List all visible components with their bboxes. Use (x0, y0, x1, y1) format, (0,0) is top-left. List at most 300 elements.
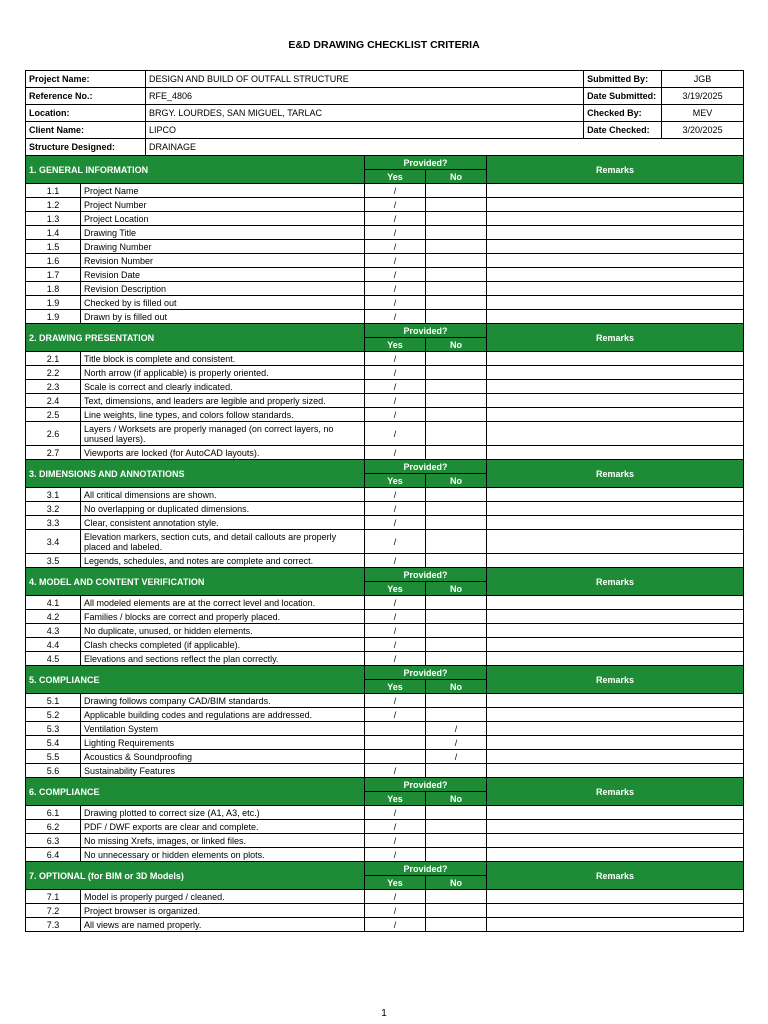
section-header-row (26, 324, 744, 338)
no-mark (426, 848, 487, 862)
remarks-header: Remarks (487, 460, 744, 488)
project-name-label: Project Name: (26, 71, 146, 88)
yes-mark: / (365, 502, 426, 516)
remarks-cell (487, 806, 744, 820)
date-checked-value: 3/20/2025 (662, 122, 744, 139)
checklist-row (26, 268, 744, 282)
checklist-row (26, 596, 744, 610)
page-number: 1 (381, 1008, 387, 1019)
no-mark (426, 652, 487, 666)
item-description: Drawing Title (81, 226, 365, 240)
remarks-header: Remarks (487, 324, 744, 352)
item-number: 6.3 (26, 834, 81, 848)
remarks-header: Remarks (487, 156, 744, 184)
checklist-row (26, 708, 744, 722)
yes-mark: / (365, 254, 426, 268)
submitted-by-value: JGB (662, 71, 744, 88)
checklist-row (26, 652, 744, 666)
yes-mark: / (365, 834, 426, 848)
item-description: Layers / Worksets are properly managed (on correct layers, no unused layers). (81, 422, 365, 446)
section-title: 7. OPTIONAL (for BIM or 3D Models) (26, 862, 365, 890)
item-number: 1.7 (26, 268, 81, 282)
yes-mark: / (365, 516, 426, 530)
item-description: Clash checks completed (if applicable). (81, 638, 365, 652)
yes-mark: / (365, 694, 426, 708)
no-mark (426, 366, 487, 380)
remarks-cell (487, 254, 744, 268)
yes-header: Yes (365, 170, 426, 184)
remarks-cell (487, 488, 744, 502)
no-mark (426, 834, 487, 848)
item-number: 2.4 (26, 394, 81, 408)
no-mark (426, 502, 487, 516)
section-title: 3. DIMENSIONS AND ANNOTATIONS (26, 460, 365, 488)
yes-header: Yes (365, 338, 426, 352)
remarks-cell (487, 408, 744, 422)
item-description: Ventilation System (81, 722, 365, 736)
yes-mark: / (365, 310, 426, 324)
remarks-cell (487, 446, 744, 460)
remarks-cell (487, 352, 744, 366)
item-number: 6.4 (26, 848, 81, 862)
checklist-row (26, 918, 744, 932)
yes-mark: / (365, 488, 426, 502)
item-description: Families / blocks are correct and properly placed. (81, 610, 365, 624)
remarks-header: Remarks (487, 862, 744, 890)
item-description: No overlapping or duplicated dimensions. (81, 502, 365, 516)
item-number: 1.9 (26, 296, 81, 310)
checklist-row (26, 610, 744, 624)
item-description: Checked by is filled out (81, 296, 365, 310)
checklist-row (26, 184, 744, 198)
section-title: 2. DRAWING PRESENTATION (26, 324, 365, 352)
item-number: 4.4 (26, 638, 81, 652)
remarks-cell (487, 366, 744, 380)
yes-mark: / (365, 366, 426, 380)
item-number: 2.6 (26, 422, 81, 446)
remarks-cell (487, 652, 744, 666)
yes-mark: / (365, 708, 426, 722)
remarks-cell (487, 198, 744, 212)
no-mark (426, 708, 487, 722)
item-number: 2.7 (26, 446, 81, 460)
no-mark (426, 394, 487, 408)
checklist-row (26, 834, 744, 848)
item-number: 5.6 (26, 764, 81, 778)
item-description: Elevation markers, section cuts, and detail callouts are properly placed and labeled. (81, 530, 365, 554)
no-mark (426, 624, 487, 638)
yes-header: Yes (365, 876, 426, 890)
info-row-client (26, 122, 744, 139)
checklist-row (26, 764, 744, 778)
checklist-row (26, 254, 744, 268)
item-number: 7.2 (26, 904, 81, 918)
remarks-cell (487, 764, 744, 778)
item-number: 3.1 (26, 488, 81, 502)
yes-mark: / (365, 268, 426, 282)
checklist-row (26, 554, 744, 568)
yes-mark: / (365, 296, 426, 310)
item-number: 4.5 (26, 652, 81, 666)
yes-mark: / (365, 352, 426, 366)
item-number: 5.4 (26, 736, 81, 750)
remarks-cell (487, 268, 744, 282)
yes-mark: / (365, 530, 426, 554)
item-number: 7.1 (26, 890, 81, 904)
item-description: Project Name (81, 184, 365, 198)
no-mark (426, 408, 487, 422)
checklist-row (26, 240, 744, 254)
checked-by-value: MEV (662, 105, 744, 122)
no-mark (426, 918, 487, 932)
yes-mark: / (365, 652, 426, 666)
item-description: Applicable building codes and regulations are addressed. (81, 708, 365, 722)
item-description: North arrow (if applicable) is properly oriented. (81, 366, 365, 380)
remarks-cell (487, 184, 744, 198)
yes-mark: / (365, 422, 426, 446)
yes-mark: / (365, 394, 426, 408)
checklist-row (26, 502, 744, 516)
location-label: Location: (26, 105, 146, 122)
date-submitted-value: 3/19/2025 (662, 88, 744, 105)
no-mark (426, 890, 487, 904)
item-number: 3.5 (26, 554, 81, 568)
remarks-cell (487, 610, 744, 624)
submitted-by-label: Submitted By: (584, 71, 662, 88)
item-number: 4.2 (26, 610, 81, 624)
remarks-cell (487, 596, 744, 610)
remarks-cell (487, 212, 744, 226)
no-header: No (426, 170, 487, 184)
section-header-row (26, 666, 744, 680)
section-title: 5. COMPLIANCE (26, 666, 365, 694)
no-mark (426, 212, 487, 226)
item-number: 1.1 (26, 184, 81, 198)
section-header-row (26, 460, 744, 474)
checklist-row (26, 282, 744, 296)
checklist-row (26, 848, 744, 862)
no-mark (426, 694, 487, 708)
yes-mark (365, 750, 426, 764)
item-number: 3.2 (26, 502, 81, 516)
item-description: All critical dimensions are shown. (81, 488, 365, 502)
remarks-cell (487, 694, 744, 708)
no-mark (426, 352, 487, 366)
checklist-row (26, 310, 744, 324)
remarks-header: Remarks (487, 568, 744, 596)
checklist-table (25, 70, 744, 932)
item-number: 6.1 (26, 806, 81, 820)
remarks-cell (487, 890, 744, 904)
remarks-header: Remarks (487, 778, 744, 806)
yes-mark: / (365, 408, 426, 422)
item-description: No unnecessary or hidden elements on plots. (81, 848, 365, 862)
no-header: No (426, 876, 487, 890)
no-mark (426, 820, 487, 834)
no-header: No (426, 792, 487, 806)
item-number: 1.9 (26, 310, 81, 324)
no-mark (426, 254, 487, 268)
yes-mark: / (365, 282, 426, 296)
item-description: Legends, schedules, and notes are complete and correct. (81, 554, 365, 568)
item-description: Clear, consistent annotation style. (81, 516, 365, 530)
remarks-cell (487, 422, 744, 446)
item-number: 7.3 (26, 918, 81, 932)
no-mark (426, 310, 487, 324)
no-mark (426, 806, 487, 820)
yes-mark: / (365, 848, 426, 862)
checklist-row (26, 516, 744, 530)
item-number: 5.3 (26, 722, 81, 736)
item-description: Sustainability Features (81, 764, 365, 778)
yes-header: Yes (365, 474, 426, 488)
no-mark (426, 198, 487, 212)
yes-mark: / (365, 890, 426, 904)
item-description: All modeled elements are at the correct level and location. (81, 596, 365, 610)
item-number: 2.1 (26, 352, 81, 366)
yes-mark: / (365, 806, 426, 820)
checklist-row (26, 694, 744, 708)
section-header-row (26, 778, 744, 792)
checklist-row (26, 422, 744, 446)
checklist-body (26, 71, 744, 932)
yes-mark: / (365, 184, 426, 198)
provided-header: Provided? (365, 778, 487, 792)
item-description: Revision Number (81, 254, 365, 268)
no-mark (426, 516, 487, 530)
item-number: 1.3 (26, 212, 81, 226)
item-number: 2.2 (26, 366, 81, 380)
item-description: Drawing Number (81, 240, 365, 254)
remarks-cell (487, 226, 744, 240)
yes-header: Yes (365, 680, 426, 694)
checklist-row (26, 446, 744, 460)
checked-by-label: Checked By: (584, 105, 662, 122)
item-number: 1.5 (26, 240, 81, 254)
item-description: Project browser is organized. (81, 904, 365, 918)
no-mark (426, 380, 487, 394)
item-number: 1.2 (26, 198, 81, 212)
provided-header: Provided? (365, 568, 487, 582)
no-mark (426, 226, 487, 240)
document-title: E&D DRAWING CHECKLIST CRITERIA (288, 39, 480, 51)
checklist-row (26, 530, 744, 554)
remarks-cell (487, 820, 744, 834)
section-header-row (26, 568, 744, 582)
yes-mark: / (365, 212, 426, 226)
no-mark (426, 638, 487, 652)
no-mark: / (426, 736, 487, 750)
yes-mark: / (365, 554, 426, 568)
item-description: Acoustics & Soundproofing (81, 750, 365, 764)
remarks-cell (487, 282, 744, 296)
item-number: 5.2 (26, 708, 81, 722)
no-mark: / (426, 722, 487, 736)
item-description: Project Location (81, 212, 365, 226)
yes-mark: / (365, 764, 426, 778)
provided-header: Provided? (365, 460, 487, 474)
no-header: No (426, 338, 487, 352)
yes-mark: / (365, 380, 426, 394)
checklist-row (26, 488, 744, 502)
no-mark (426, 446, 487, 460)
item-number: 5.5 (26, 750, 81, 764)
item-description: Scale is correct and clearly indicated. (81, 380, 365, 394)
yes-mark: / (365, 624, 426, 638)
client-value: LIPCO (146, 122, 584, 139)
item-number: 4.1 (26, 596, 81, 610)
item-description: Title block is complete and consistent. (81, 352, 365, 366)
checklist-row (26, 380, 744, 394)
client-label: Client Name: (26, 122, 146, 139)
checklist-row (26, 198, 744, 212)
item-description: Revision Date (81, 268, 365, 282)
remarks-cell (487, 502, 744, 516)
section-title: 1. GENERAL INFORMATION (26, 156, 365, 184)
remarks-cell (487, 240, 744, 254)
checklist-row (26, 624, 744, 638)
no-mark (426, 184, 487, 198)
checklist-row (26, 296, 744, 310)
reference-value: RFE_4806 (146, 88, 584, 105)
remarks-cell (487, 380, 744, 394)
no-header: No (426, 474, 487, 488)
item-description: Project Number (81, 198, 365, 212)
checklist-row (26, 638, 744, 652)
item-description: Elevations and sections reflect the plan correctly. (81, 652, 365, 666)
yes-mark: / (365, 198, 426, 212)
remarks-cell (487, 708, 744, 722)
checklist-row (26, 212, 744, 226)
item-description: Viewports are locked (for AutoCAD layouts). (81, 446, 365, 460)
remarks-cell (487, 310, 744, 324)
provided-header: Provided? (365, 862, 487, 876)
item-description: No missing Xrefs, images, or linked files. (81, 834, 365, 848)
structure-value: DRAINAGE (146, 139, 744, 156)
structure-label: Structure Designed: (26, 139, 146, 156)
item-description: Drawn by is filled out (81, 310, 365, 324)
yes-mark: / (365, 596, 426, 610)
yes-mark: / (365, 226, 426, 240)
remarks-cell (487, 834, 744, 848)
info-row-project (26, 71, 744, 88)
checklist-row (26, 366, 744, 380)
checklist-row (26, 890, 744, 904)
no-mark (426, 764, 487, 778)
remarks-cell (487, 296, 744, 310)
no-header: No (426, 582, 487, 596)
remarks-cell (487, 624, 744, 638)
project-name-value: DESIGN AND BUILD OF OUTFALL STRUCTURE (146, 71, 584, 88)
date-checked-label: Date Checked: (584, 122, 662, 139)
no-mark (426, 904, 487, 918)
checklist-row (26, 736, 744, 750)
checklist-row (26, 820, 744, 834)
remarks-cell (487, 848, 744, 862)
provided-header: Provided? (365, 324, 487, 338)
no-mark (426, 422, 487, 446)
info-row-location (26, 105, 744, 122)
no-mark (426, 610, 487, 624)
no-mark (426, 530, 487, 554)
info-row-structure (26, 139, 744, 156)
remarks-cell (487, 918, 744, 932)
no-mark (426, 296, 487, 310)
checklist-row (26, 722, 744, 736)
item-description: Drawing follows company CAD/BIM standards. (81, 694, 365, 708)
yes-mark (365, 722, 426, 736)
checklist-row (26, 806, 744, 820)
no-mark (426, 488, 487, 502)
item-number: 1.4 (26, 226, 81, 240)
item-description: Line weights, line types, and colors follow standards. (81, 408, 365, 422)
remarks-cell (487, 904, 744, 918)
yes-mark: / (365, 446, 426, 460)
item-description: Lighting Requirements (81, 736, 365, 750)
date-submitted-label: Date Submitted: (584, 88, 662, 105)
item-description: All views are named properly. (81, 918, 365, 932)
item-number: 4.3 (26, 624, 81, 638)
item-description: Revision Description (81, 282, 365, 296)
item-number: 6.2 (26, 820, 81, 834)
remarks-cell (487, 530, 744, 554)
checklist-row (26, 904, 744, 918)
checklist-row (26, 352, 744, 366)
section-title: 4. MODEL AND CONTENT VERIFICATION (26, 568, 365, 596)
yes-mark: / (365, 904, 426, 918)
checklist-row (26, 750, 744, 764)
remarks-header: Remarks (487, 666, 744, 694)
checklist-row (26, 408, 744, 422)
no-header: No (426, 680, 487, 694)
yes-mark: / (365, 610, 426, 624)
info-row-reference (26, 88, 744, 105)
item-number: 1.8 (26, 282, 81, 296)
item-number: 1.6 (26, 254, 81, 268)
yes-mark: / (365, 240, 426, 254)
remarks-cell (487, 638, 744, 652)
no-mark (426, 596, 487, 610)
item-number: 5.1 (26, 694, 81, 708)
item-number: 3.4 (26, 530, 81, 554)
item-description: Text, dimensions, and leaders are legible and properly sized. (81, 394, 365, 408)
section-header-row (26, 862, 744, 876)
item-number: 2.5 (26, 408, 81, 422)
item-description: No duplicate, unused, or hidden elements. (81, 624, 365, 638)
section-header-row (26, 156, 744, 170)
remarks-cell (487, 394, 744, 408)
no-mark (426, 554, 487, 568)
yes-header: Yes (365, 792, 426, 806)
yes-header: Yes (365, 582, 426, 596)
item-description: Drawing plotted to correct size (A1, A3, etc.) (81, 806, 365, 820)
remarks-cell (487, 516, 744, 530)
remarks-cell (487, 722, 744, 736)
item-number: 3.3 (26, 516, 81, 530)
remarks-cell (487, 554, 744, 568)
item-description: PDF / DWF exports are clear and complete. (81, 820, 365, 834)
no-mark (426, 282, 487, 296)
provided-header: Provided? (365, 666, 487, 680)
yes-mark: / (365, 638, 426, 652)
remarks-cell (487, 750, 744, 764)
remarks-cell (487, 736, 744, 750)
location-value: BRGY. LOURDES, SAN MIGUEL, TARLAC (146, 105, 584, 122)
item-description: Model is properly purged / cleaned. (81, 890, 365, 904)
reference-label: Reference No.: (26, 88, 146, 105)
checklist-row (26, 226, 744, 240)
item-number: 2.3 (26, 380, 81, 394)
